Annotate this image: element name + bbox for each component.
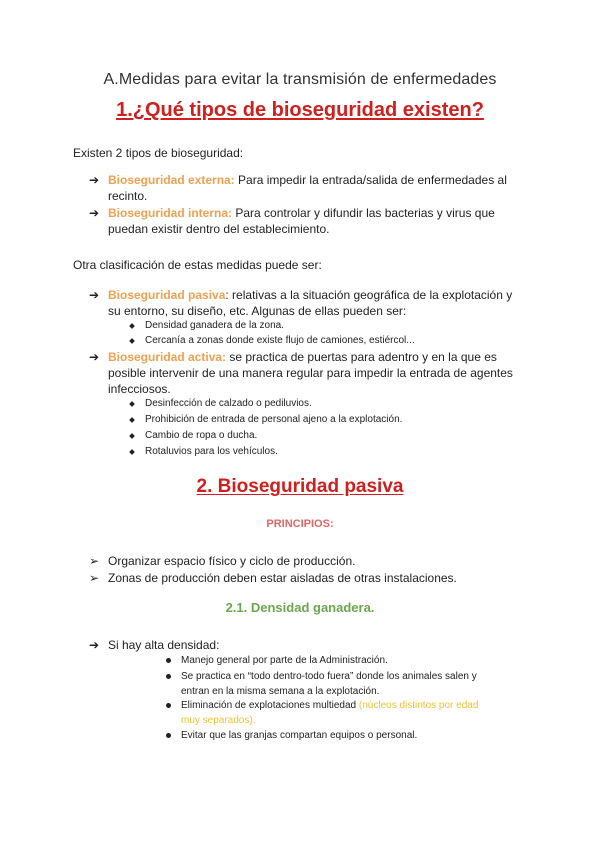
list-item-externa (108, 172, 528, 188)
high-density-label: Si hay alta densidad: (108, 638, 220, 652)
arrow-icon: ➔ (89, 350, 100, 364)
heading-3: 2.1. Densidad ganadera. (225, 600, 375, 615)
measure-note: (núcleos distintos por edad (358, 700, 479, 711)
bullet-dot-icon (166, 674, 171, 679)
list-item-activa-cont: posible intervenir de una manera regular para impedir la entrada de agentes (108, 366, 513, 380)
term-externa: Bioseguridad externa: (108, 173, 235, 187)
diamond-bullet-icon (129, 323, 135, 329)
list-item-externa-cont: recinto. (108, 189, 148, 203)
measure-note-cont: muy separados). (181, 715, 256, 726)
measure-item: Manejo general por parte de la Administración. (181, 655, 388, 666)
heading-1: 1.¿Qué tipos de bioseguridad existen? (116, 99, 484, 121)
arrow-icon: ➔ (89, 173, 100, 187)
diamond-bullet-icon (129, 417, 135, 423)
measure-item: Evitar que las granjas compartan equipos o personal. (181, 730, 418, 741)
activa-sub-item: Prohibición de entrada de personal ajeno a la explotación. (145, 414, 403, 425)
term-pasiva-text: relativas a la situación geográfica de la explotación y (228, 288, 513, 302)
section-subtitle: A.Medidas para evitar la transmisión de enfermedades (103, 71, 497, 88)
list-item-activa-cont2: infecciosos. (108, 382, 171, 396)
other-classification: Otra clasificación de estas medidas puede ser: (73, 258, 322, 272)
activa-sub-item: Desinfección de calzado o pediluvios. (145, 398, 312, 409)
term-pasiva: Bioseguridad pasiva (108, 288, 226, 302)
term-interna: Bioseguridad interna: (108, 206, 233, 220)
diamond-bullet-icon (129, 433, 135, 439)
measure-item: Se practica en “todo dentro-todo fuera” donde los animales salen y (181, 671, 477, 682)
measure-text: Eliminación de explotaciones multiedad (181, 700, 359, 711)
measure-item (181, 698, 529, 713)
arrow-icon: ➔ (89, 206, 100, 220)
term-activa-text: se practica de puertas para adentro y en la que es (226, 350, 497, 364)
term-activa: Bioseguridad activa: (108, 350, 227, 364)
diamond-bullet-icon (129, 338, 135, 344)
list-item-pasiva (108, 287, 538, 303)
pasiva-sub-item: Densidad ganadera de la zona. (145, 320, 284, 331)
term-externa-text: Para impedir la entrada/salida de enfermedades al (234, 173, 507, 187)
pasiva-sub-item: Cercanía a zonas donde existe flujo de camiones, estiércol... (145, 335, 415, 346)
principios-label: PRINCIPIOS: (266, 518, 334, 530)
chevron-arrow-icon: ➢ (89, 554, 100, 568)
activa-sub-item: Cambio de ropa o ducha. (145, 430, 258, 441)
list-item-interna-cont: puedan existir dentro del establecimiento. (108, 222, 330, 236)
diamond-bullet-icon (129, 449, 135, 455)
list-item-pasiva-cont: su entorno, su diseño, etc. Algunas de ellas pueden ser: (108, 304, 407, 318)
list-item-activa (108, 349, 538, 365)
term-interna-text: Para controlar y difundir las bacterias y virus que (232, 206, 495, 220)
list-item-interna (108, 205, 528, 221)
principle-item: Zonas de producción deben estar aisladas de otras instalaciones. (108, 571, 457, 585)
principle-item: Organizar espacio físico y ciclo de producción. (108, 554, 356, 568)
bullet-dot-icon (166, 733, 171, 738)
measure-item-cont: entran en la misma semana a la explotación. (181, 686, 380, 697)
arrow-icon: ➔ (89, 288, 100, 302)
chevron-arrow-icon: ➢ (89, 571, 100, 585)
activa-sub-item: Rotaluvios para los vehículos. (145, 446, 278, 457)
diamond-bullet-icon (129, 401, 135, 407)
arrow-icon: ➔ (89, 638, 100, 652)
term-pasiva-colon: : (225, 288, 229, 302)
bullet-dot-icon (166, 658, 171, 663)
intro-paragraph: Existen 2 tipos de bioseguridad: (73, 146, 244, 160)
bullet-dot-icon (166, 703, 171, 708)
heading-2: 2. Bioseguridad pasiva (196, 476, 404, 497)
